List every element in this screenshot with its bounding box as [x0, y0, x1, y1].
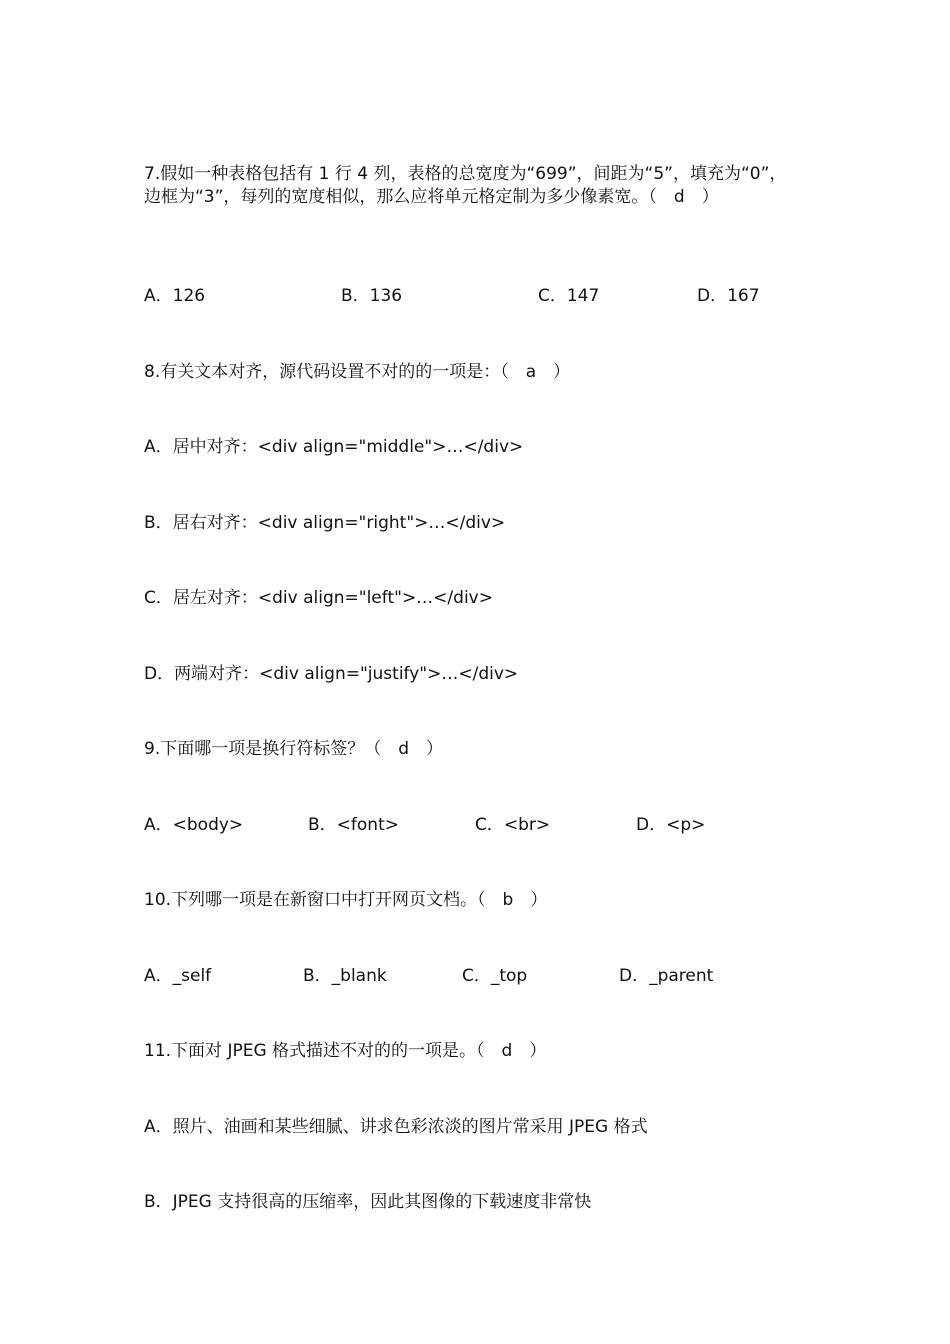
question-10-option-a: A．_self — [144, 966, 212, 986]
question-7-stem: 7.假如一种表格包括有 1 行 4 列，表格的总宽度为“699”，间距为“5”，填充为“0”，边框为“3”，每列的宽度相似，那么应将单元格定制为多少像素宽。（ d ） — [144, 164, 787, 207]
question-11-stem: 11.下面对 JPEG 格式描述不对的的一项是。（ d ） — [144, 1041, 547, 1061]
question-10-stem: 10.下列哪一项是在新窗口中打开网页文档。（ b ） — [144, 890, 548, 910]
question-11-option-b: B．JPEG 支持很高的压缩率，因此其图像的下载速度非常快 — [144, 1192, 592, 1212]
question-9-option-b: B．<font> — [308, 815, 399, 835]
question-8-option-d: D．两端对齐：<div align="justify">…</div> — [144, 664, 519, 684]
question-10-option-d: D．_parent — [619, 966, 714, 986]
question-7-option-c: C．147 — [538, 286, 600, 306]
question-10-option-b: B．_blank — [303, 966, 387, 986]
question-8-stem: 8.有关文本对齐，源代码设置不对的的一项是：（ a ） — [144, 362, 571, 382]
question-8-option-a: A．居中对齐：<div align="middle">…</div> — [144, 437, 524, 457]
question-10-option-c: C．_top — [462, 966, 528, 986]
question-9-option-a: A．<body> — [144, 815, 244, 835]
question-7-option-b: B．136 — [341, 286, 403, 306]
question-8-option-c: C．居左对齐：<div align="left">…</div> — [144, 588, 493, 608]
question-9-option-c: C．<br> — [475, 815, 551, 835]
question-11-option-a: A．照片、油画和某些细腻、讲求色彩浓淡的图片常采用 JPEG 格式 — [144, 1117, 648, 1137]
question-9-option-d: D．<p> — [636, 815, 706, 835]
question-8-option-b: B．居右对齐：<div align="right">…</div> — [144, 513, 506, 533]
question-9-stem: 9.下面哪一项是换行符标签？（ d ） — [144, 739, 444, 759]
question-7-option-d: D．167 — [697, 286, 760, 306]
question-7-option-a: A．126 — [144, 286, 206, 306]
